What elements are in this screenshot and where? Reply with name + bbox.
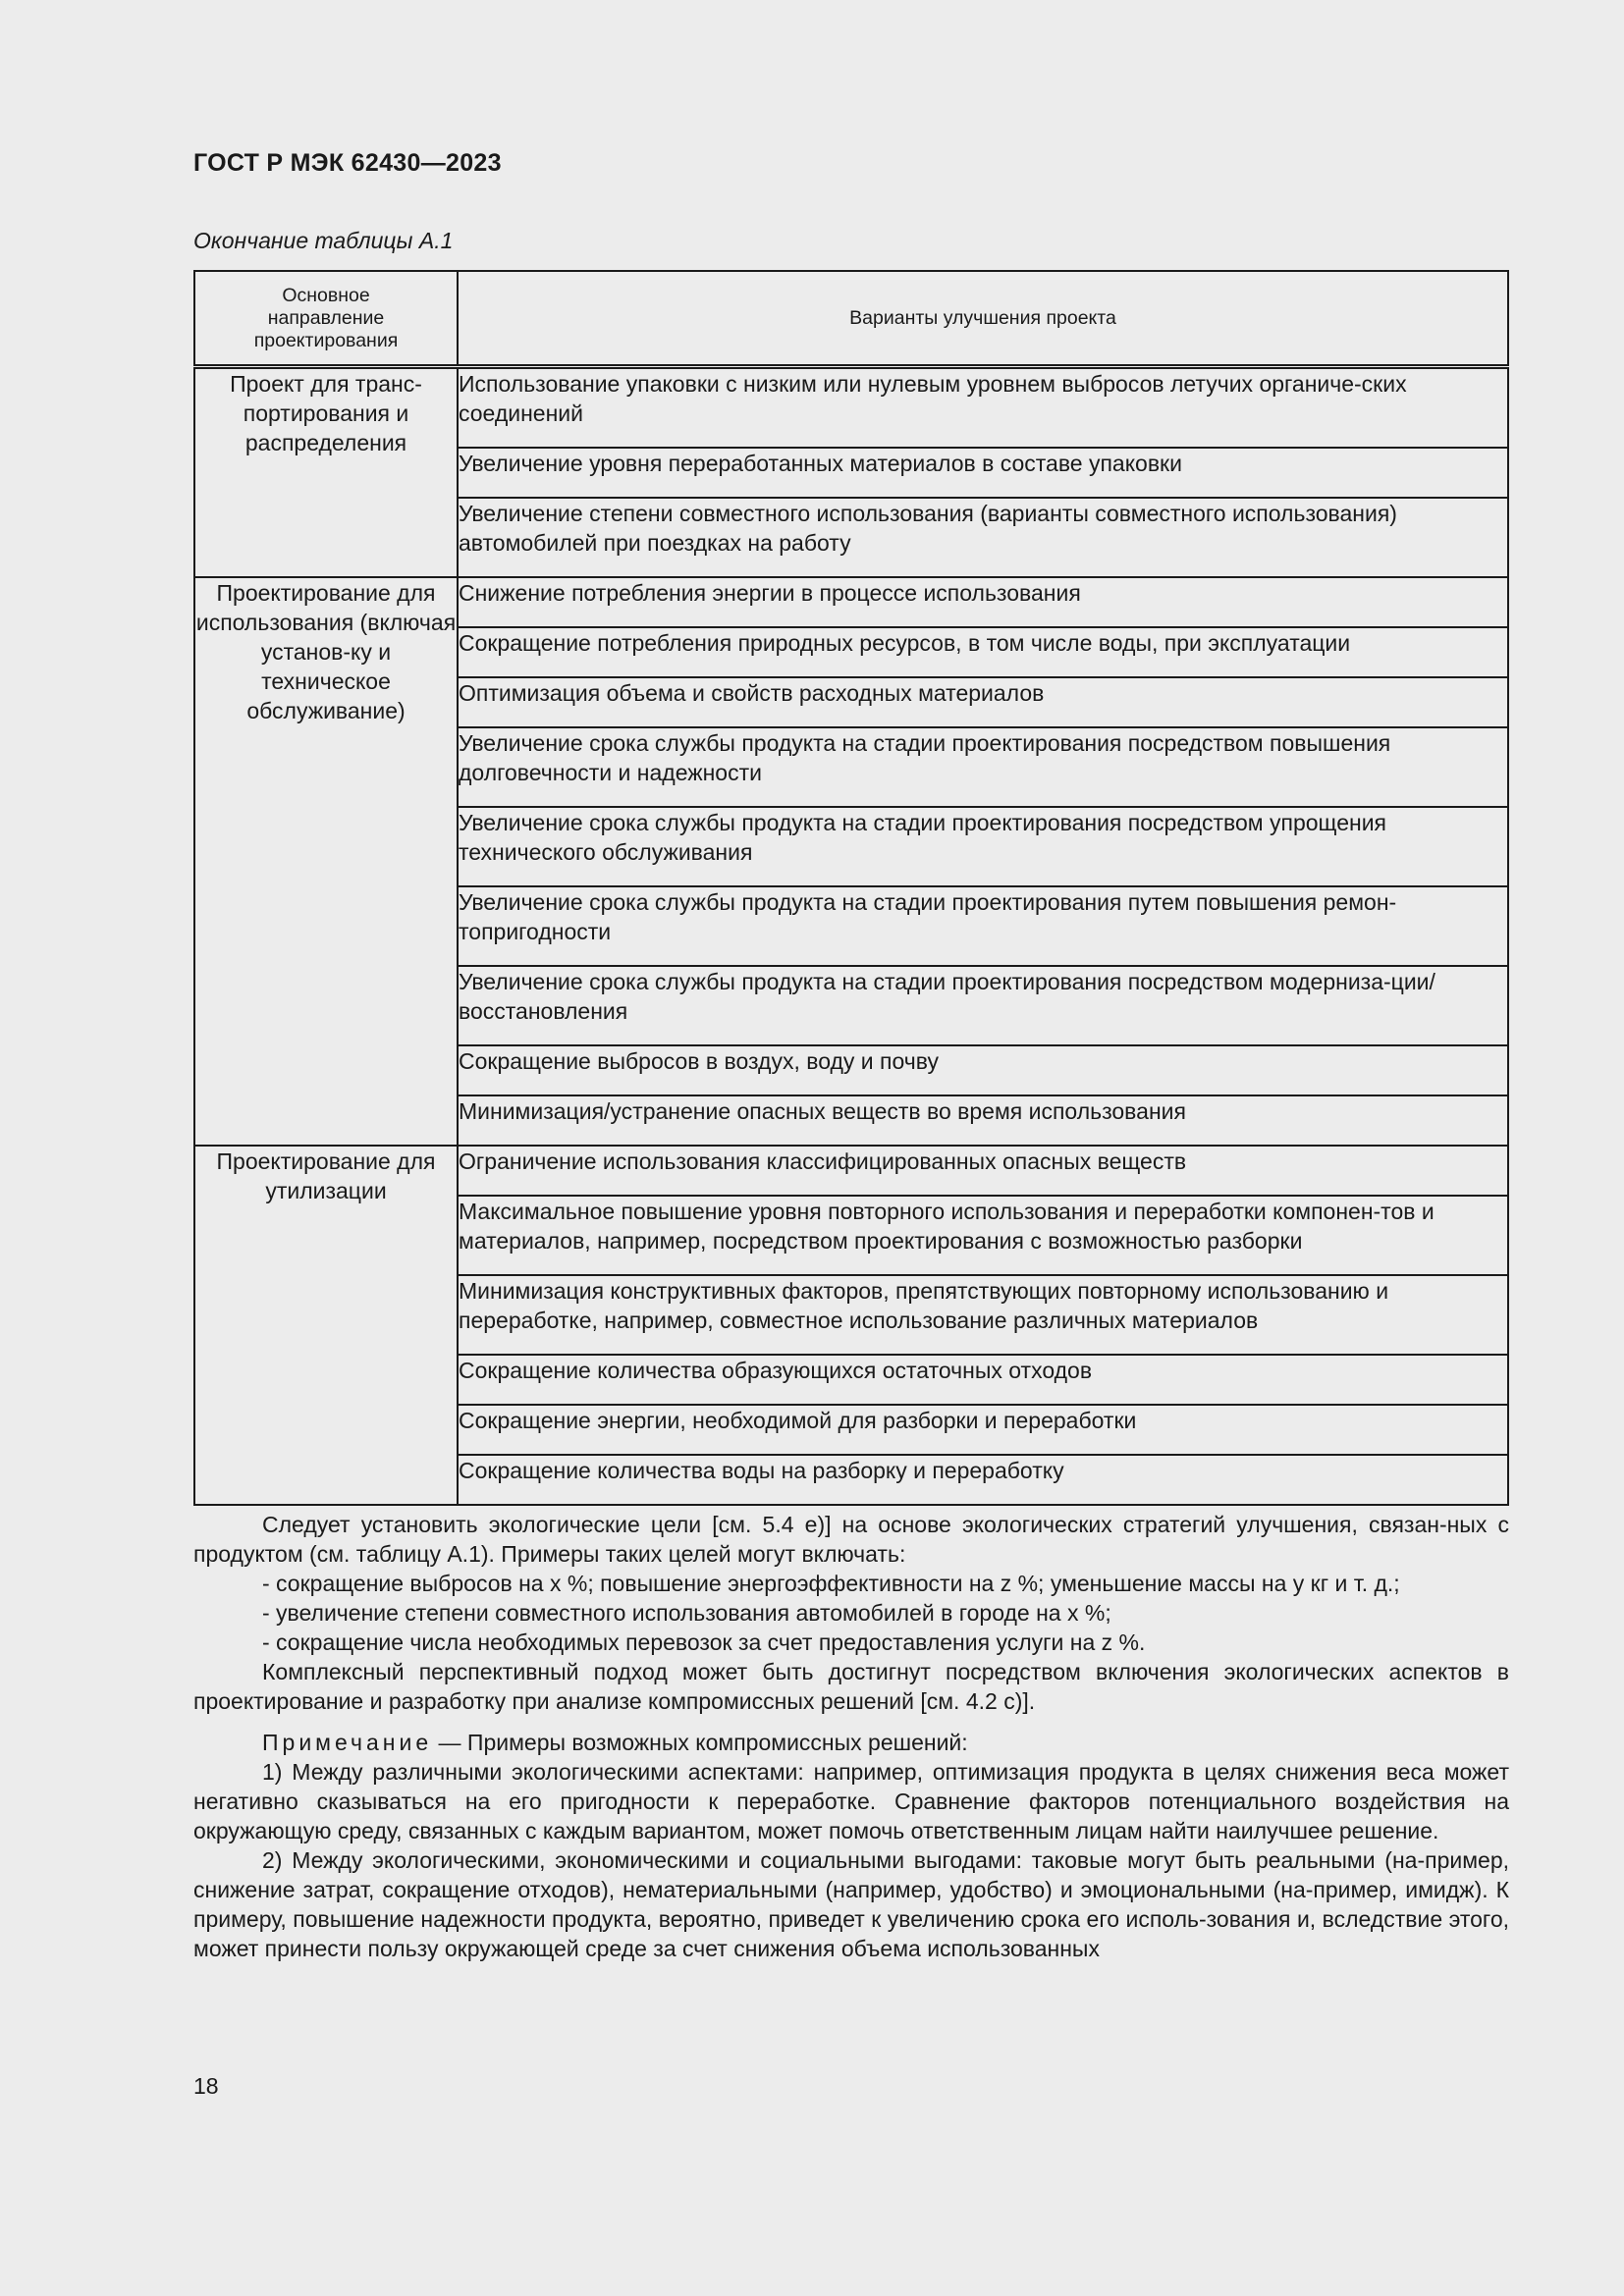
paragraph: Следует установить экологические цели [см. 5.4 е)] на основе экологических стратегий улучшения, связан-ных с продуктом (см. таблицу А.1). Примеры таких целей могут включать: bbox=[193, 1512, 1509, 1567]
column-header-direction: Основное направление проектирования bbox=[194, 271, 458, 367]
table-caption: Окончание таблицы А.1 bbox=[193, 228, 454, 253]
direction-cell: Проект для транс-портирования и распределения bbox=[194, 367, 458, 578]
option-cell: Снижение потребления энергии в процессе использования bbox=[458, 577, 1508, 627]
option-cell: Сокращение энергии, необходимой для разборки и переработки bbox=[458, 1405, 1508, 1455]
option-cell: Сокращение количества воды на разборку и переработку bbox=[458, 1455, 1508, 1505]
table-row bbox=[194, 1146, 1508, 1196]
option-cell: Увеличение срока службы продукта на стадии проектирования путем повышения ремон-топригодности bbox=[458, 886, 1508, 966]
table-row bbox=[194, 367, 1508, 449]
option-cell: Увеличение степени совместного использования (варианты совместного использования) автомобилей при поездках на работу bbox=[458, 498, 1508, 577]
note-heading bbox=[193, 1728, 1509, 1757]
design-options-table bbox=[193, 270, 1509, 1506]
option-cell: Использование упаковки с низким или нулевым уровнем выбросов летучих органиче-ских соединений bbox=[458, 367, 1508, 449]
body-section bbox=[193, 1510, 1509, 1963]
option-cell: Оптимизация объема и свойств расходных материалов bbox=[458, 677, 1508, 727]
document-code: ГОСТ Р МЭК 62430—2023 bbox=[193, 149, 502, 177]
note-item: 2) Между экологическими, экономическими и социальными выгодами: таковые могут быть реальными (на-пример, снижение затрат, сокращение отходов), нематериальными (например, удобство) и эмоциональными (на-пример, имидж). К примеру, повышение надежности продукта, вероятно, приведет к увеличению срока его исполь-зования и, вследствие этого, может принести пользу окружающей среде за счет снижения объема использованных bbox=[193, 1847, 1509, 1961]
option-cell: Увеличение срока службы продукта на стадии проектирования посредством повышения долговечности и надежности bbox=[458, 727, 1508, 807]
option-cell: Увеличение уровня переработанных материалов в составе упаковки bbox=[458, 448, 1508, 498]
option-cell: Увеличение срока службы продукта на стадии проектирования посредством модерниза-ции/восстановления bbox=[458, 966, 1508, 1045]
list-item: - сокращение числа необходимых перевозок за счет предоставления услуги на z %. bbox=[262, 1629, 1146, 1655]
option-cell: Сокращение выбросов в воздух, воду и почву bbox=[458, 1045, 1508, 1095]
column-header-options: Варианты улучшения проекта bbox=[458, 271, 1508, 367]
list-item: - увеличение степени совместного использования автомобилей в городе на x %; bbox=[262, 1600, 1111, 1626]
paragraph: Комплексный перспективный подход может быть достигнут посредством включения экологических аспектов в проектирование и разработку при анализе компромиссных решений [см. 4.2 с)]. bbox=[193, 1659, 1509, 1714]
option-cell: Увеличение срока службы продукта на стадии проектирования посредством упрощения технического обслуживания bbox=[458, 807, 1508, 886]
list-item: - сокращение выбросов на x %; повышение энергоэффективности на z %; уменьшение массы на y кг и т. д.; bbox=[262, 1571, 1400, 1596]
direction-cell: Проектирование для использования (включая установ-ку и техническое обслуживание) bbox=[194, 577, 458, 1146]
note-label: Примечание bbox=[262, 1730, 433, 1755]
table-header-row bbox=[194, 271, 1508, 367]
option-cell: Максимальное повышение уровня повторного использования и переработки компонен-тов и материалов, например, посредством проектирования с возможностью разборки bbox=[458, 1196, 1508, 1275]
option-cell: Ограничение использования классифицированных опасных веществ bbox=[458, 1146, 1508, 1196]
note-item: 1) Между различными экологическими аспектами: например, оптимизация продукта в целях снижения веса может негативно сказываться на его пригодности к переработке. Сравнение факторов потенциального воздействия на окружающую среду, связанных с каждым вариантом, может помочь ответственным лицам найти наилучшее решение. bbox=[193, 1759, 1509, 1843]
note-text: — Примеры возможных компромиссных решений: bbox=[432, 1730, 968, 1755]
option-cell: Сокращение количества образующихся остаточных отходов bbox=[458, 1355, 1508, 1405]
direction-cell: Проектирование для утилизации bbox=[194, 1146, 458, 1505]
option-cell: Сокращение потребления природных ресурсов, в том числе воды, при эксплуатации bbox=[458, 627, 1508, 677]
page-number: 18 bbox=[193, 2073, 219, 2099]
table-row bbox=[194, 577, 1508, 627]
option-cell: Минимизация конструктивных факторов, препятствующих повторному использованию и переработке, например, совместное использование различных материалов bbox=[458, 1275, 1508, 1355]
option-cell: Минимизация/устранение опасных веществ во время использования bbox=[458, 1095, 1508, 1146]
